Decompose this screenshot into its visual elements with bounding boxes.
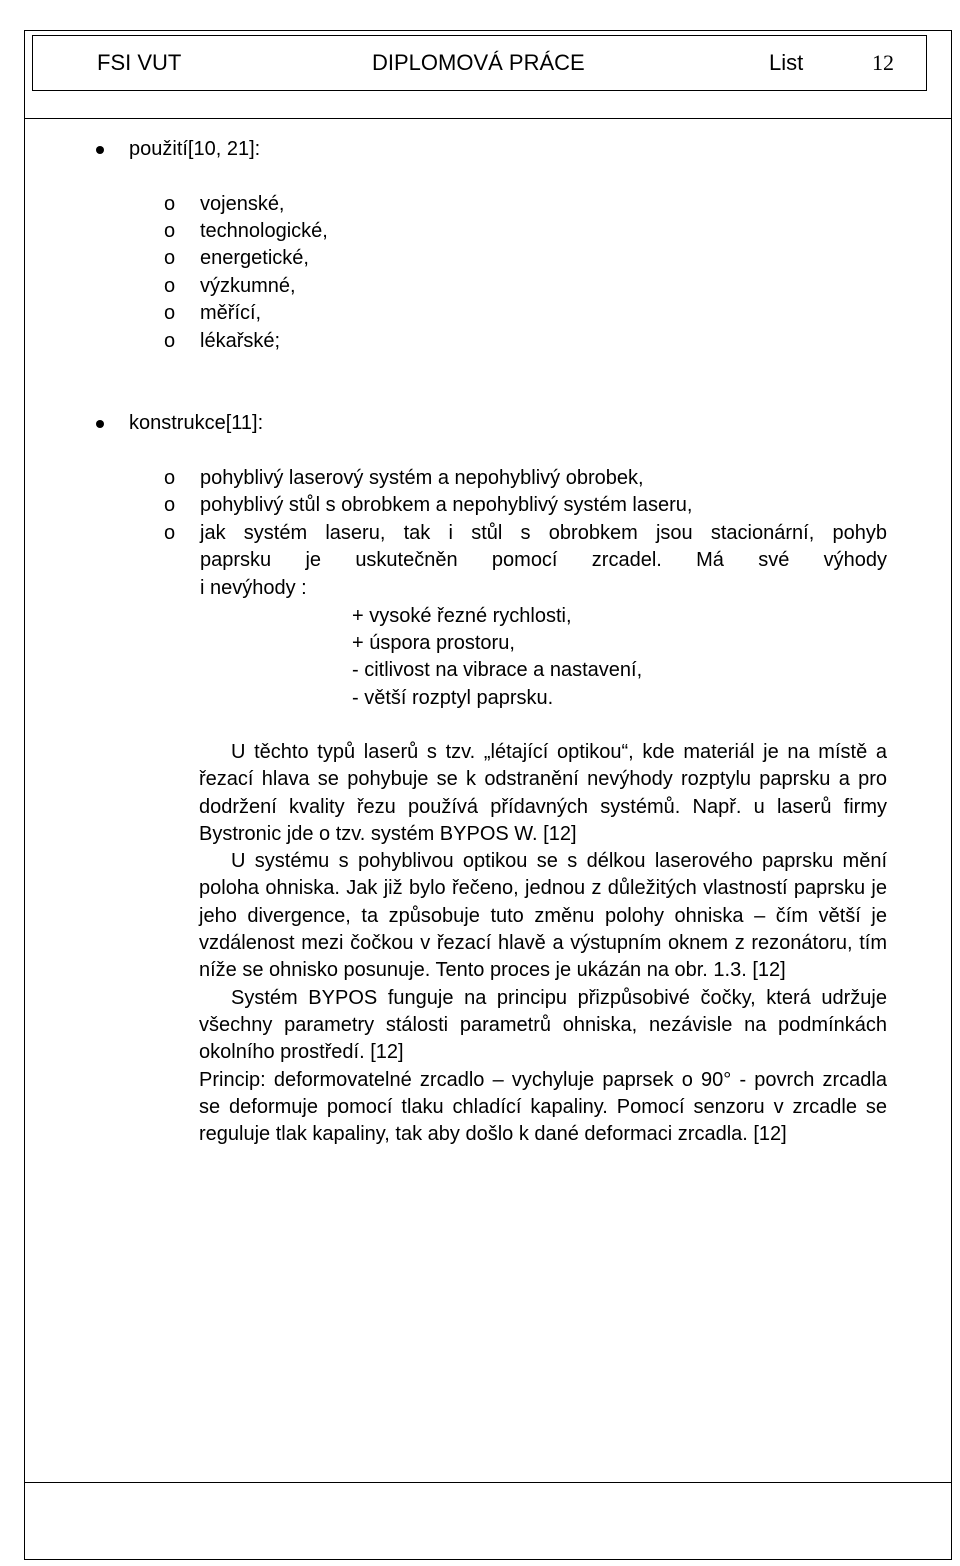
paragraph-focus-shift: U systému s pohyblivou optikou se s délkou laserového paprsku mění poloha ohniska. Jak již bylo řečeno, jednou z důležitých vlastností paprsku je jeho divergence, ta způsobuje tuto změnu polohy ohniska – čím větší je vzdálenost mezi čočkou v řezací hlavě a výstupním oknem z rezonátoru, tím níže se ohnisko posunuje. Tento proces je ukázán na obr. 1.3. [12]: [199, 850, 887, 982]
sub-bullet: o: [164, 220, 176, 242]
sub-bullet: o: [164, 275, 176, 297]
construction-item: pohyblivý stůl s obrobkem a nepohyblivý systém laseru,: [200, 494, 693, 516]
construction-item3-line: jak systém laseru, tak i stůl s obrobkem jsou stacionární, pohyb: [200, 522, 887, 544]
use-heading: použití[10, 21]:: [129, 138, 261, 160]
use-item: technologické,: [200, 220, 328, 242]
sub-bullet: o: [164, 522, 176, 544]
header-title: DIPLOMOVÁ PRÁCE: [372, 50, 585, 75]
sub-bullet: o: [164, 330, 176, 352]
use-item: výzkumné,: [200, 275, 296, 297]
sub-bullet: o: [164, 494, 176, 516]
pros-cons-item: - větší rozptyl paprsku.: [352, 687, 554, 709]
body-text: [199, 739, 887, 1148]
construction-item: pohyblivý laserový systém a nepohyblivý obrobek,: [200, 467, 644, 489]
pros-cons-item: + vysoké řezné rychlosti,: [352, 605, 572, 627]
bullet-construction: [96, 420, 104, 428]
pros-cons-item: + úspora prostoru,: [352, 632, 515, 654]
paragraph-bypos: Systém BYPOS funguje na principu přizpůsobivé čočky, která udržuje všechny parametry stálosti parametrů ohniska, nezávisle na podmínkách okolního prostředí. [12]: [199, 986, 887, 1064]
pros-cons-item: - citlivost na vibrace a nastavení,: [352, 659, 643, 681]
paragraph-principle: Princip: deformovatelné zrcadlo – vychyluje paprsek o 90° - povrch zrcadla se deformuje pomocí tlaku chladící kapaliny. Pomocí senzoru v zrcadle se reguluje tlak kapaliny, tak aby došlo k dané deformaci zrcadla. [12]: [199, 1068, 887, 1146]
sub-bullet: o: [164, 467, 176, 489]
sub-bullet: o: [164, 302, 176, 324]
construction-item3-line: paprsku je uskutečněn pomocí zrcadel. Má své výhody: [200, 549, 887, 571]
use-item: vojenské,: [200, 193, 285, 215]
header-page-number: 12: [872, 50, 894, 75]
header-list-label: List: [769, 50, 804, 75]
construction-heading: konstrukce[11]:: [129, 412, 264, 434]
bullet-use: [96, 146, 104, 154]
use-item: lékařské;: [200, 330, 281, 352]
paragraph-flying-optics: U těchto typů laserů s tzv. „létající optikou“, kde materiál je na místě a řezací hlava se pohybuje se k odstranění nevýhody rozptylu paprsku a pro dodržení kvality řezu používá přídavných systémů. Např. u laserů firmy Bystronic jde o tzv. systém BYPOS W. [12]: [199, 741, 887, 845]
header-org: FSI VUT: [97, 50, 182, 75]
sub-bullet: o: [164, 193, 176, 215]
use-item: energetické,: [200, 247, 309, 269]
sub-bullet: o: [164, 247, 176, 269]
use-item: měřící,: [200, 302, 262, 324]
construction-item3-line: i nevýhody :: [200, 577, 307, 599]
